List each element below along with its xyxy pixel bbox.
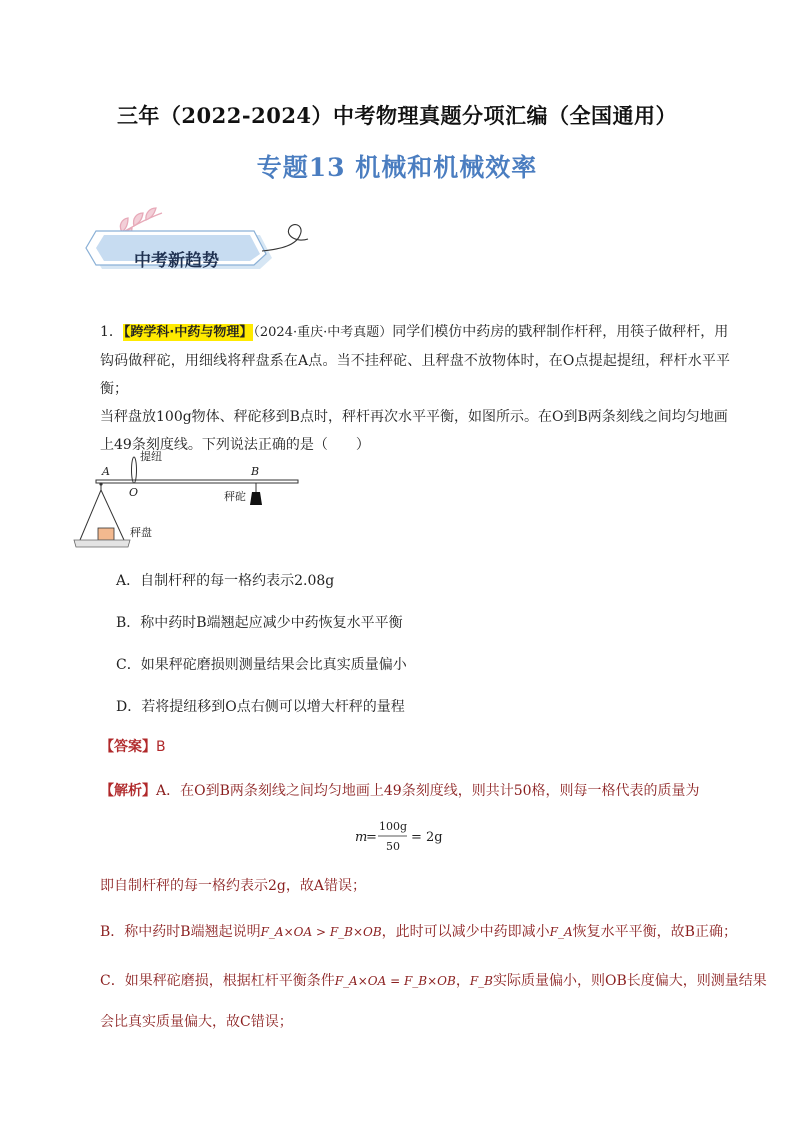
label-pan: 秤盘	[130, 526, 152, 539]
question-text	[100, 318, 730, 459]
question-source: （2024·重庆·中考真题）	[253, 325, 393, 340]
question-line-3: 当秤盘放100g物体、秤砣移到B点时，秤杆再次水平平衡，如图所示。在O到B两条刻线之间均匀地画	[100, 409, 728, 425]
banner-label: 中考新趋势	[134, 251, 219, 271]
label-knob: 提纽	[140, 450, 162, 463]
label-o: O	[129, 486, 139, 499]
analysis-b-suffix: ，此时可以减少中药即减小	[381, 924, 550, 940]
formula-lhs: m	[355, 830, 368, 845]
analysis-label: 【解析】	[100, 783, 156, 799]
analysis-a	[100, 780, 700, 800]
analysis-b-formula: F_A×OA > F_B×OB	[260, 925, 382, 939]
topic-subtitle: 专题13 机械和机械效率	[256, 153, 538, 182]
question-number: 1．	[100, 324, 123, 340]
document-title: 三年（2022-2024）中考物理真题分项汇编（全国通用）	[116, 103, 678, 128]
knob-loop-icon	[132, 457, 137, 483]
analysis-b-fa: F_A	[549, 925, 573, 939]
option-a-text: 自制杆秤的每一格约表示2.08g	[140, 573, 335, 589]
question-line-2: 钩码做秤砣，用细线将秤盘系在A点。当不挂秤砣、且秤盘不放物体时，在O点提起提纽，秤杆水平平衡；	[100, 353, 730, 397]
medicine-box	[98, 528, 114, 540]
steelyard-figure	[68, 446, 308, 556]
option-d-letter: D．	[116, 699, 142, 715]
analysis-c-formula: F_A×OA = F_B×OB	[334, 974, 456, 988]
question-line-1: 同学们模仿中药房的戥秤制作杆秤，用筷子做秤杆，用	[392, 324, 729, 340]
analysis-c-line-2: 会比真实质量偏大，故C错误；	[100, 1014, 293, 1030]
formula-numerator: 100g	[379, 820, 408, 833]
analysis-c-prefix: C．如果秤砣磨损，根据杠杆平衡条件	[100, 973, 335, 989]
option-a-letter: A．	[116, 573, 141, 589]
label-a: A	[102, 465, 110, 478]
option-a	[116, 570, 334, 590]
question-line-4: 上49条刻度线。下列说法正确的是（ ）	[100, 437, 370, 453]
scale-rod	[96, 480, 298, 483]
svg-text:=: =	[366, 830, 377, 845]
analysis-a-conclusion: 即自制杆秤的每一格约表示2g，故A错误；	[100, 878, 366, 894]
analysis-b-end: 恢复水平平衡，故B正确；	[572, 924, 737, 940]
mass-formula	[335, 816, 465, 856]
analysis-b-prefix: B．称中药时B端翘起说明	[100, 924, 261, 940]
option-b-text: 称中药时B端翘起应减少中药恢复水平平衡	[140, 615, 403, 631]
formula-rhs: = 2g	[411, 830, 443, 845]
analysis-c-mid: ，	[455, 973, 470, 989]
analysis-c	[100, 970, 767, 990]
option-b-letter: B．	[116, 615, 141, 631]
scale-pan	[74, 540, 130, 547]
answer-label: 【答案】	[100, 739, 156, 755]
option-d-text: 若将提纽移到O点右侧可以增大杆秤的量程	[141, 699, 405, 715]
formula-denominator: 50	[386, 840, 400, 853]
topic-tag: 【跨学科·中药与物理】	[123, 325, 253, 340]
counterweight-icon	[250, 492, 262, 505]
analysis-b	[100, 921, 737, 941]
option-d	[116, 696, 405, 716]
label-b: B	[251, 465, 260, 478]
answer-value: B	[156, 739, 166, 755]
answer-line	[100, 736, 166, 756]
swirl-decoration-icon	[262, 225, 308, 251]
analysis-c-suffix: 实际质量偏小，则OB长度偏大，则测量结果	[492, 973, 767, 989]
option-c-letter: C．	[116, 657, 141, 673]
option-c-text: 如果秤砣磨损则测量结果会比真实质量偏小	[140, 657, 407, 673]
option-c	[116, 654, 407, 674]
analysis-c-fb: F_B	[469, 974, 493, 988]
label-weight: 秤砣	[224, 490, 246, 503]
analysis-a-text: A．在O到B两条刻线之间均匀地画上49条刻度线，则共计50格，则每一格代表的质量为	[156, 783, 700, 799]
option-b	[116, 612, 403, 632]
